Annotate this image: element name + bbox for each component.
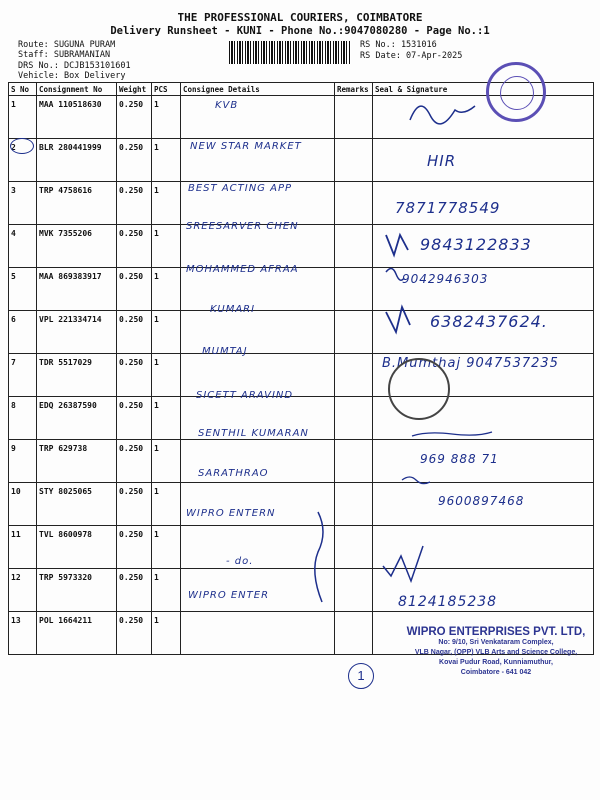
cell-weight: 0.250 (117, 483, 152, 526)
cell-consignment: EDQ 26387590 (37, 397, 117, 440)
handwritten-name-phone: B.Mumthaj 9047537235 (382, 356, 559, 371)
handwritten-consignee: KUMARI (210, 304, 256, 315)
rs-number: RS No.: 1531016 (360, 40, 437, 50)
handwritten-phone: 8124185238 (398, 594, 498, 610)
cell-consignment: TVL 8600978 (37, 526, 117, 569)
company-stamp-line: Coimbatore - 641 042 (460, 669, 532, 676)
cell-sno: 7 (9, 354, 37, 397)
cell-pcs: 1 (152, 96, 181, 139)
cell-pcs: 1 (152, 612, 181, 655)
handwritten-phone: 969 888 71 (420, 452, 499, 466)
cell-weight: 0.250 (117, 311, 152, 354)
cell-consignment: MVK 7355206 (37, 225, 117, 268)
handwritten-consignee: WIPRO ENTER (188, 590, 270, 601)
cell-sno: 11 (9, 526, 37, 569)
col-consignment: Consignment No (37, 83, 117, 96)
cell-pcs: 1 (152, 569, 181, 612)
cell-sno: 8 (9, 397, 37, 440)
handwritten-phone: 7871778549 (395, 199, 501, 217)
cell-pcs: 1 (152, 182, 181, 225)
document-title: THE PROFESSIONAL COURIERS, COIMBATORE (177, 11, 423, 24)
cell-pcs: 1 (152, 483, 181, 526)
cell-consignment: TDR 5517029 (37, 354, 117, 397)
cell-consignment: MAA 110518630 (37, 96, 117, 139)
cell-weight: 0.250 (117, 268, 152, 311)
handwritten-signature: HIR (427, 152, 457, 170)
cell-sno: 12 (9, 569, 37, 612)
handwritten-consignee: - do. (226, 556, 254, 567)
cell-weight: 0.250 (117, 526, 152, 569)
circled-page-number: 1 (348, 663, 374, 689)
handwritten-consignee: SARATHRAO (198, 468, 269, 479)
cell-consignment: BLR 280441999 (37, 139, 117, 182)
cell-consignment: MAA 869383917 (37, 268, 117, 311)
cell-pcs: 1 (152, 526, 181, 569)
cell-sno: 9 (9, 440, 37, 483)
company-stamp-line: VLB Nagar, (OPP) VLB Arts and Science College, (414, 649, 578, 656)
cell-pcs: 1 (152, 397, 181, 440)
handwritten-consignee: NEW STAR MARKET (190, 141, 302, 152)
handwritten-consignee: WIPRO ENTERN (186, 508, 276, 519)
cell-consignment: STY 8025065 (37, 483, 117, 526)
col-remarks: Remarks (335, 83, 373, 96)
drs-label: DRS No.: DCJB153101601 (18, 61, 131, 71)
cell-consignment: TRP 629738 (37, 440, 117, 483)
company-stamp-name: WIPRO ENTERPRISES PVT. LTD, (406, 626, 586, 638)
company-stamp-line: Kovai Pudur Road, Kunniamuthur, (439, 659, 553, 666)
cell-consignment: TRP 5973320 (37, 569, 117, 612)
cell-sno: 13 (9, 612, 37, 655)
col-consignee: Consignee Details (181, 83, 335, 96)
handwritten-consignee: SENTHIL KUMARAN (198, 428, 309, 439)
handwritten-phone: 9042946303 (402, 272, 489, 286)
cell-consignment: POL 1664211 (37, 612, 117, 655)
cell-weight: 0.250 (117, 225, 152, 268)
staff-label: Staff: SUBRAMANIAN (18, 50, 111, 60)
vehicle-label: Vehicle: Box Delivery (18, 71, 126, 81)
cell-weight: 0.250 (117, 440, 152, 483)
cell-sno: 6 (9, 311, 37, 354)
cell-consignment: VPL 221334714 (37, 311, 117, 354)
col-seal-signature: Seal & Signature (373, 83, 594, 96)
handwritten-consignee: BEST ACTING APP (188, 183, 293, 194)
cell-pcs: 1 (152, 440, 181, 483)
col-weight: Weight (117, 83, 152, 96)
cell-weight: 0.250 (117, 397, 152, 440)
cell-pcs: 1 (152, 139, 181, 182)
rs-date: RS Date: 07-Apr-2025 (360, 51, 463, 61)
handwritten-phone: 9843122833 (420, 235, 532, 254)
cell-consignment: TRP 4758616 (37, 182, 117, 225)
cell-weight: 0.250 (117, 96, 152, 139)
cell-weight: 0.250 (117, 182, 152, 225)
cell-sno: 4 (9, 225, 37, 268)
col-pcs: PCS (152, 83, 181, 96)
cell-sno: 3 (9, 182, 37, 225)
cell-pcs: 1 (152, 225, 181, 268)
handwritten-consignee: SICETT ARAVIND (196, 390, 294, 401)
route-label: Route: SUGUNA PURAM (18, 40, 116, 50)
document-subtitle: Delivery Runsheet - KUNI - Phone No.:9047080280 - Page No.:1 (110, 25, 490, 37)
handwritten-consignee: SREESARVER CHEN (186, 221, 299, 232)
circled-row-mark (10, 138, 34, 154)
cell-pcs: 1 (152, 311, 181, 354)
cell-weight: 0.250 (117, 612, 152, 655)
col-sno: S No (9, 83, 37, 96)
cell-pcs: 1 (152, 354, 181, 397)
handwritten-consignee: MUMTAJ (202, 346, 248, 357)
cell-pcs: 1 (152, 268, 181, 311)
cell-weight: 0.250 (117, 569, 152, 612)
company-stamp-line: No: 9/10, Sri Venkataram Complex, (438, 639, 554, 646)
courier-seal-stamp (486, 62, 546, 122)
college-seal-stamp (388, 358, 450, 420)
company-stamp (396, 626, 596, 678)
handwritten-phone: 9600897468 (438, 494, 525, 508)
handwritten-phone: 6382437624. (430, 312, 548, 331)
cell-sno: 5 (9, 268, 37, 311)
cell-sno: 2 (9, 139, 37, 182)
cell-sno: 1 (9, 96, 37, 139)
cell-weight: 0.250 (117, 139, 152, 182)
handwritten-consignee: KVB (215, 100, 239, 111)
cell-weight: 0.250 (117, 354, 152, 397)
handwritten-consignee: MOHAMMED AFRAA (186, 264, 299, 275)
cell-sno: 10 (9, 483, 37, 526)
